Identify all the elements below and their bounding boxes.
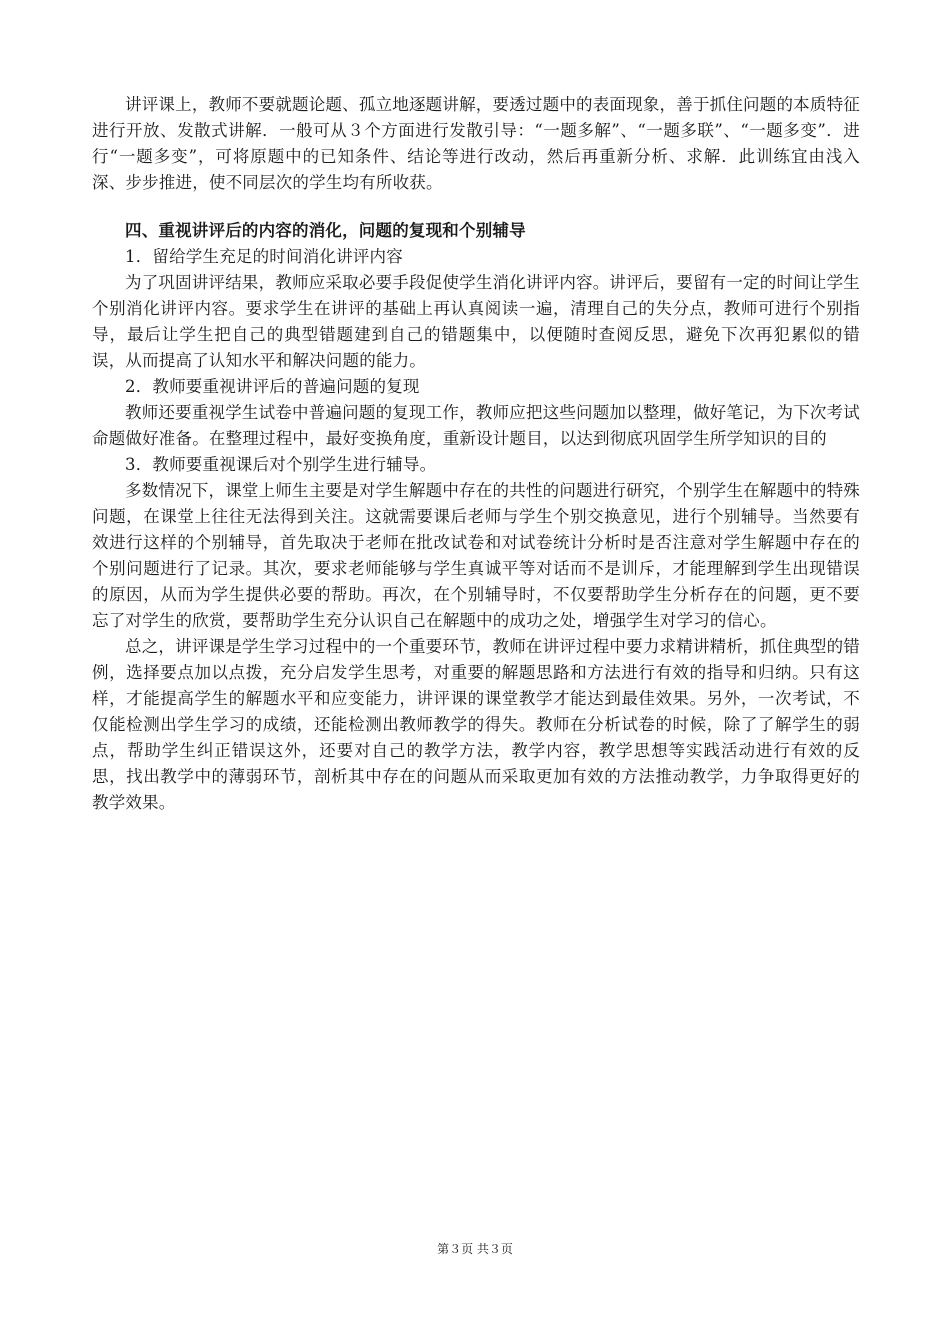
subsection-3-paragraph: 多数情况下，课堂上师生主要是对学生解题中存在的共性的问题进行研究，个别学生在解题中的特殊问题，在课堂上往往无法得到关注。这就需要课后老师与学生个别交换意见，进行个别辅导。当然要有效进行这样的个别辅导，首先取决于老师在批改试卷和对试卷统计分析时是否注意对学生解题中存在的个别问题进行了记录。其次，要求老师能够与学生真诚平等对话而不是训斥，才能理解到学生出现错误的原因，从而为学生提供必要的帮助。再次，在个别辅导时，不仅要帮助学生分析存在的问题，更不要忘了对学生的欣赏，要帮助学生充分认识自己在解题中的成功之处，增强学生对学习的信心。 <box>92 481 860 630</box>
subsection-2-paragraph: 教师还要重视学生试卷中普遍问题的复现工作，教师应把这些问题加以整理，做好笔记，为下次考试命题做好准备。在整理过程中，最好变换角度，重新设计题目，以达到彻底巩固学生所学知识的目的 <box>92 403 860 448</box>
summary-paragraph: 总之，讲评课是学生学习过程中的一个重要环节，教师在讲评过程中要力求精讲精析，抓住典型的错例，选择要点加以点拨，充分启发学生思考，对重要的解题思路和方法进行有效的指导和归纳。只有这样，才能提高学生的解题水平和应变能力，讲评课的课堂教学才能达到最佳效果。另外，一次考试，不仅能检测出学生学习的成绩，还能检测出教师教学的得失。教师在分析试卷的时候，除了了解学生的弱点，帮助学生纠正错误这外，还要对自己的教学方法，教学内容，教学思想等实践活动进行有效的反思，找出教学中的薄弱环节，剖析其中存在的问题从而采取更加有效的方法推动教学，力争取得更好的教学效果。 <box>92 637 860 812</box>
document-body <box>92 92 860 816</box>
subsection-3-title: 3．教师要重视课后对个别学生进行辅导。 <box>125 455 437 474</box>
subsection-1-title: 1．留给学生充足的时间消化讲评内容 <box>125 247 403 266</box>
subsection-2-title: 2．教师要重视讲评后的普遍问题的复现 <box>125 377 420 396</box>
page-number-footer: 第３页 共３页 <box>437 1242 513 1256</box>
intro-paragraph: 讲评课上，教师不要就题论题、孤立地逐题讲解，要透过题中的表面现象，善于抓住问题的本质特征进行开放、发散式讲解．一般可从３个方面进行发散引导：“一题多解”、“一题多联”、“一题多变”．进行“一题多变”，可将原题中的已知条件、结论等进行改动，然后再重新分析、求解．此训练宜由浅入深、步步推进，使不同层次的学生均有所收获。 <box>92 95 860 192</box>
subsection-1-paragraph: 为了巩固讲评结果，教师应采取必要手段促使学生消化讲评内容。讲评后，要留有一定的时间让学生个别消化讲评内容。要求学生在讲评的基础上再认真阅读一遍，清理自己的失分点，教师可进行个别指导，最后让学生把自己的典型错题建到自己的错题集中，以便随时查阅反思，避免下次再犯累似的错误，从而提高了认知水平和解决问题的能力。 <box>92 273 860 370</box>
section-heading: 四、重视讲评后的内容的消化，问题的复现和个别辅导 <box>125 221 526 240</box>
section-spacer <box>92 196 860 218</box>
